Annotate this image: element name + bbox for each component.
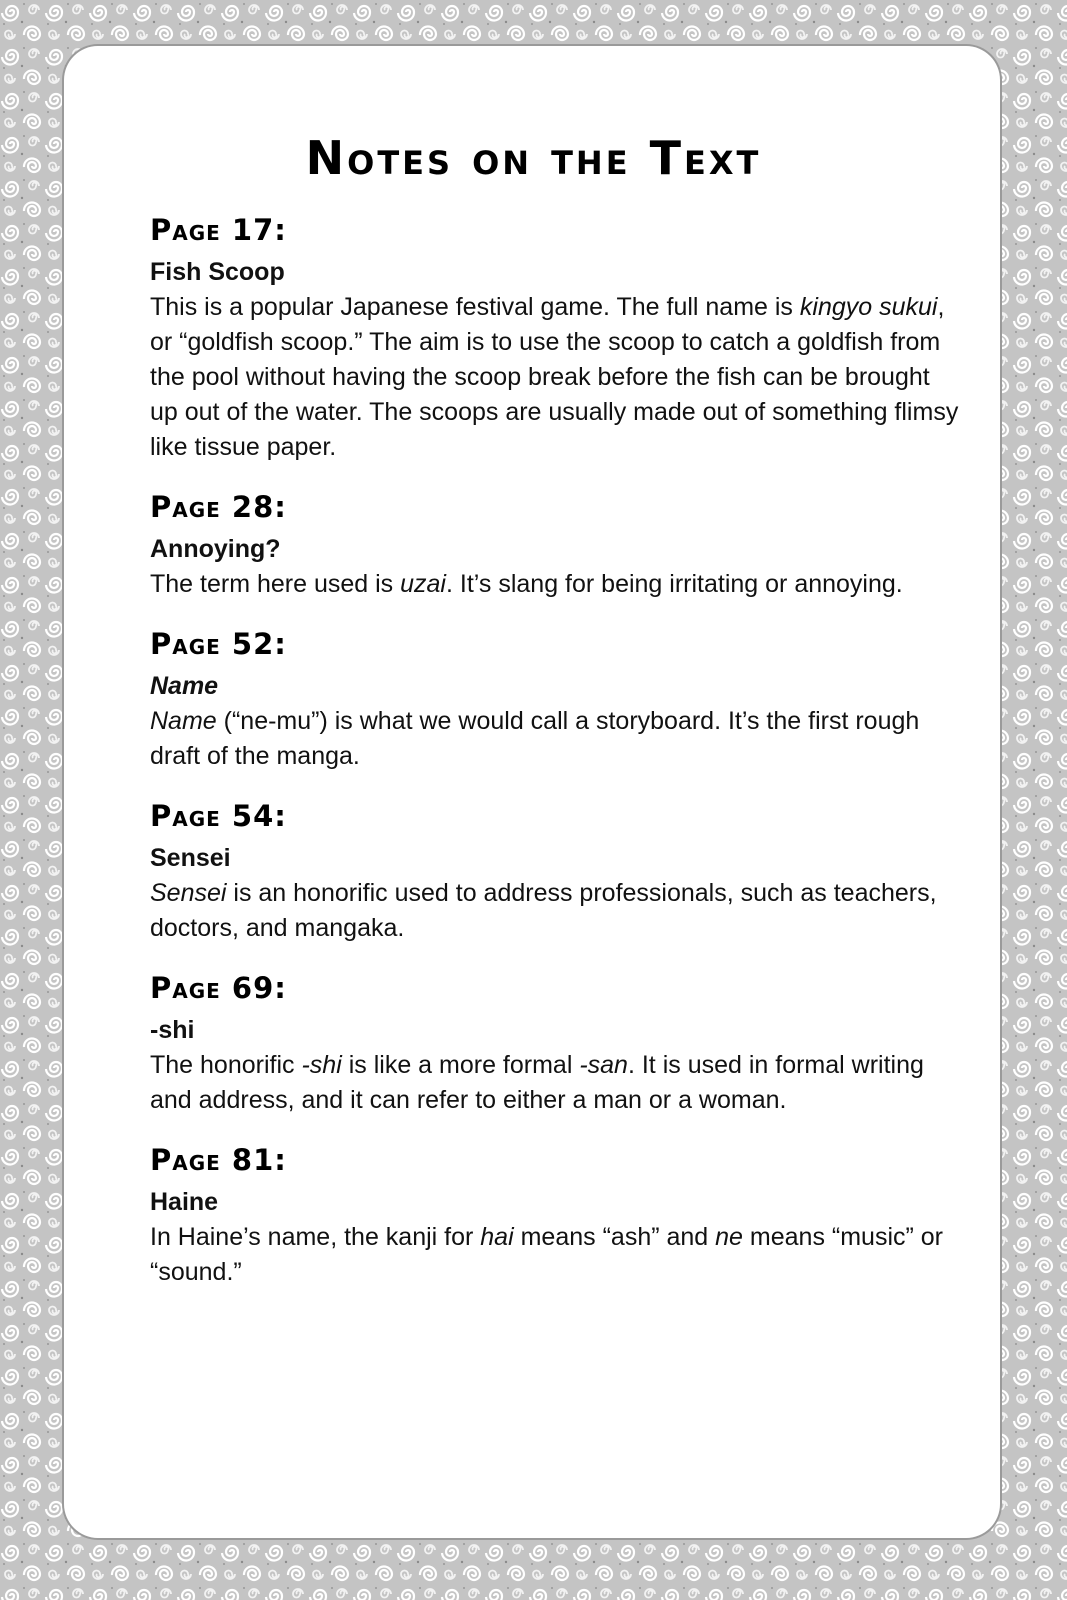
text-run: is like a more formal — [341, 1051, 580, 1079]
italic-term: uzai — [400, 570, 446, 598]
italic-term: kingyo sukui — [799, 293, 938, 321]
note-entry — [150, 796, 960, 946]
note-body — [150, 876, 960, 946]
text-run: The honorific — [150, 1051, 302, 1079]
note-term: Haine — [150, 1188, 219, 1216]
italic-term: hai — [480, 1223, 514, 1251]
italic-term: ne — [715, 1223, 743, 1251]
note-body — [150, 1048, 960, 1118]
text-run: In Haine’s name, the kanji for — [150, 1223, 481, 1251]
note-entry — [150, 1140, 960, 1290]
note-body — [150, 567, 960, 602]
note-page-heading: Page 28: — [150, 490, 287, 524]
note-term: Name — [150, 672, 219, 700]
note-entry — [150, 968, 960, 1118]
italic-term: Sensei — [150, 879, 227, 907]
page-title: Notes on the Text — [305, 131, 762, 185]
note-page-heading: Page 81: — [150, 1143, 287, 1177]
text-run: (“ne-mu”) is what we would call a storyboard. It’s the first rough draft of the manga. — [150, 707, 920, 770]
note-term: Annoying? — [150, 535, 281, 563]
note-body — [150, 1220, 960, 1290]
text-run: . It’s slang for being irritating or annoying. — [446, 570, 903, 598]
note-entry — [150, 624, 960, 774]
text-run: The term here used is — [150, 570, 401, 598]
text-run: is an honorific used to address professionals, such as teachers, doctors, and mangaka. — [150, 879, 937, 942]
note-page-heading: Page 52: — [150, 627, 287, 661]
notes-list — [150, 210, 960, 1312]
note-term: -shi — [150, 1016, 195, 1044]
note-entry — [150, 210, 960, 465]
text-run: This is a popular Japanese festival game. The full name is — [150, 293, 800, 321]
text-run: , or “goldfish scoop.” The aim is to use the scoop to catch a goldfish from the pool without having the scoop break before the fish can be brought up out of the water. The scoops are usually made out of something flimsy like tissue paper. — [150, 293, 959, 461]
note-page-heading: Page 17: — [150, 213, 287, 247]
note-body — [150, 704, 960, 774]
text-run: . It is used in formal writing and address, and it can refer to either a man or a woman. — [150, 1051, 924, 1114]
italic-term: -shi — [301, 1051, 342, 1079]
note-body — [150, 290, 960, 465]
note-term: Fish Scoop — [150, 258, 285, 286]
note-term: Sensei — [150, 844, 231, 872]
note-page-heading: Page 69: — [150, 971, 287, 1005]
note-entry — [150, 487, 960, 602]
italic-term: -san — [579, 1051, 628, 1079]
italic-term: Name — [150, 707, 217, 735]
note-page-heading: Page 54: — [150, 799, 287, 833]
text-run: means “ash” and — [513, 1223, 716, 1251]
text-run: means “music” or “sound.” — [150, 1223, 944, 1286]
